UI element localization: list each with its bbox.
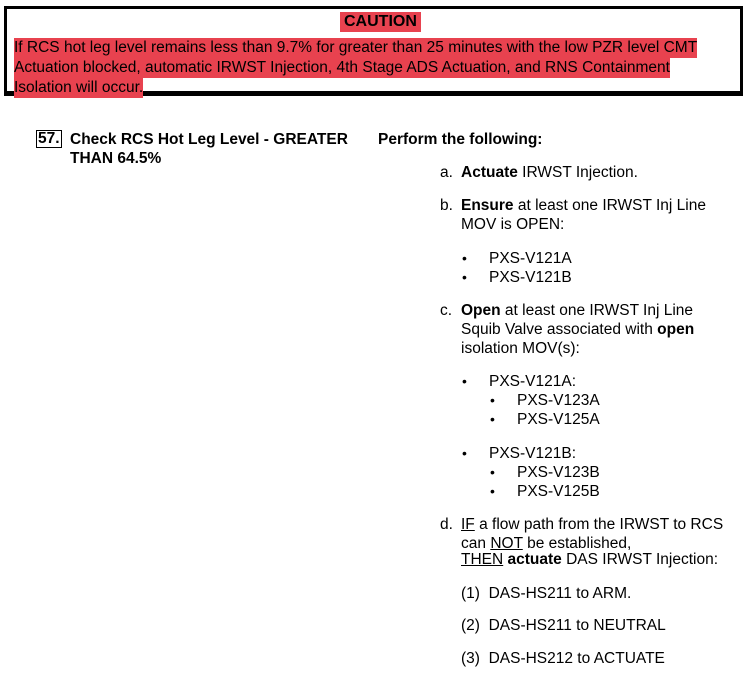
substep-c-group-2-item-1: PXS-V123B [517,464,600,481]
substep-d-not: NOT [490,535,523,552]
substep-d-1-num: (1) [461,585,480,602]
substep-a-label: a. [440,164,453,181]
substep-d-2-num: (2) [461,617,480,634]
caution-line-1: If RCS hot leg level remains less than 9.7% for greater than 25 minutes with the low PZR level CMT [14,39,698,56]
substep-d-1 [461,584,631,603]
substep-d-2 [461,616,666,635]
substep-d-1-text: DAS-HS211 to ARM. [488,585,632,602]
bullet-icon: • [490,483,495,499]
substep-d-3-text: DAS-HS212 to ACTUATE [488,650,665,667]
bullet-icon: • [490,392,495,408]
substep-d-2-text: DAS-HS211 to NEUTRAL [488,617,666,634]
substep-d-then: THEN [461,551,504,568]
step-title-line-1: Check RCS Hot Leg Level - GREATER [70,131,348,148]
substep-a-verb: Actuate [461,164,518,181]
caution-line-2: Actuation blocked, automatic IRWST Injection, 4th Stage ADS Actuation, and RNS Containment [14,59,670,76]
substep-b-text-1: at least one IRWST Inj Line [513,197,706,214]
substep-c-group-2-head: PXS-V121B: [489,445,577,462]
substep-c-text-2a: Squib Valve associated with [461,321,658,338]
substep-c-group-1-item-2: PXS-V125A [517,411,600,428]
substep-c-group-1-item-1: PXS-V123A [517,392,600,409]
perform-heading: Perform the following: [378,131,543,148]
substep-d-text-1: a flow path from the IRWST to RCS [474,516,724,533]
bullet-icon: • [462,250,467,266]
substep-b-line-1 [461,196,706,215]
substep-d-line-3 [461,550,718,569]
caution-title: CAUTION [340,12,421,32]
step-number: 57. [38,130,60,147]
bullet-icon: • [462,269,467,285]
bullet-icon: • [462,373,467,389]
substep-c-text-1: at least one IRWST Inj Line [500,302,694,319]
substep-c-group-1-head: PXS-V121A: [489,373,577,390]
caution-text [14,38,714,98]
substep-b-label: b. [440,197,453,214]
substep-d-text-3: DAS IRWST Injection: [561,551,719,568]
substep-a-text: IRWST Injection. [517,164,638,181]
substep-c-verb: Open [461,302,501,319]
substep-c-label: c. [440,302,453,319]
substep-b-line-2: MOV is OPEN: [461,216,565,233]
bullet-icon: • [462,445,467,461]
substep-c-line-2 [461,320,694,339]
step-title [70,130,370,168]
substep-b-verb: Ensure [461,197,514,214]
substep-d-text-2: be established, [522,535,632,552]
bullet-icon: • [490,411,495,427]
substep-d-verb: actuate [503,551,562,568]
caution-box [4,6,743,94]
substep-d-if: IF [461,516,475,533]
substep-d-can: can [461,535,491,552]
bullet-icon: • [490,464,495,480]
substep-d-3 [461,649,665,668]
substep-d-3-num: (3) [461,650,480,667]
substep-d-line-1 [461,515,723,534]
substep-c-text-2b: open [657,321,695,338]
substep-b-bullet-1: PXS-V121A [489,250,572,267]
substep-b-bullet-2: PXS-V121B [489,269,572,286]
substep-c-line-1 [461,301,693,320]
substep-d-label: d. [440,516,453,533]
substep-c-line-3: isolation MOV(s): [461,340,580,357]
step-title-line-2: THAN 64.5% [70,150,162,167]
caution-line-3: Isolation will occur. [14,79,144,96]
substep-c-group-2-item-2: PXS-V125B [517,483,600,500]
substep-a [461,163,638,182]
